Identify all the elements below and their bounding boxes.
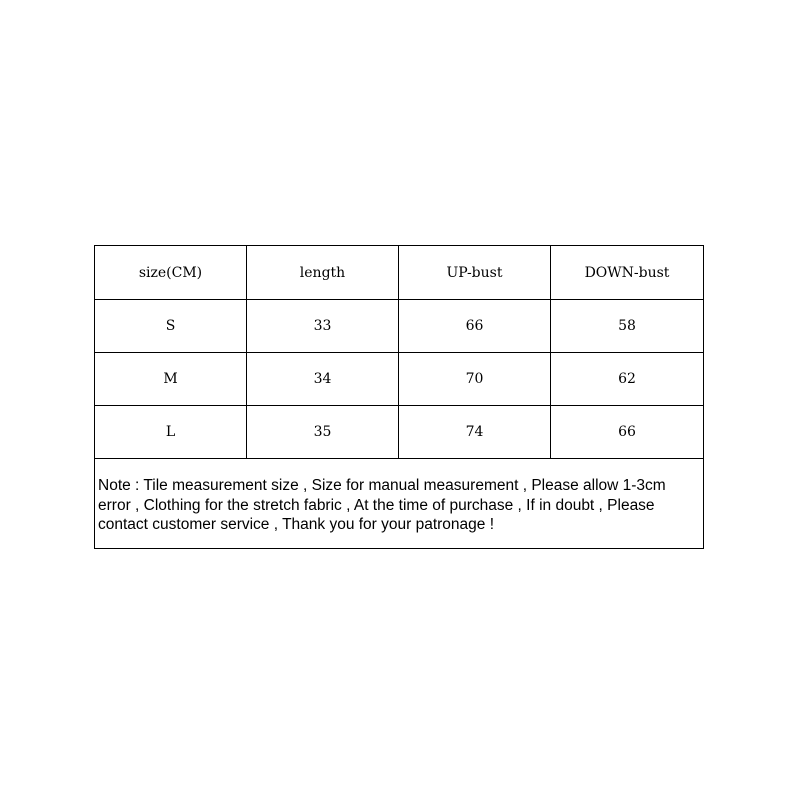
cell-size: S xyxy=(95,300,247,353)
cell-up-bust: 70 xyxy=(399,353,551,406)
size-chart-table xyxy=(94,245,704,549)
note-row xyxy=(95,459,704,549)
cell-size: L xyxy=(95,406,247,459)
cell-length: 35 xyxy=(247,406,399,459)
table-row xyxy=(95,353,704,406)
cell-length: 34 xyxy=(247,353,399,406)
cell-size: M xyxy=(95,353,247,406)
table-row xyxy=(95,300,704,353)
cell-down-bust: 58 xyxy=(551,300,704,353)
table-row xyxy=(95,406,704,459)
cell-up-bust: 66 xyxy=(399,300,551,353)
table-header-row xyxy=(95,246,704,300)
header-length: length xyxy=(247,246,399,300)
cell-up-bust: 74 xyxy=(399,406,551,459)
cell-length: 33 xyxy=(247,300,399,353)
header-size: size(CM) xyxy=(95,246,247,300)
cell-down-bust: 66 xyxy=(551,406,704,459)
measurement-note: Note : Tile measurement size , Size for manual measurement , Please allow 1-3cm error , Clothing for the stretch fabric , At the time of purchase , If in doubt , Please contact customer service , Thank you for your patronage ! xyxy=(95,459,704,549)
header-down-bust: DOWN-bust xyxy=(551,246,704,300)
header-up-bust: UP-bust xyxy=(399,246,551,300)
cell-down-bust: 62 xyxy=(551,353,704,406)
